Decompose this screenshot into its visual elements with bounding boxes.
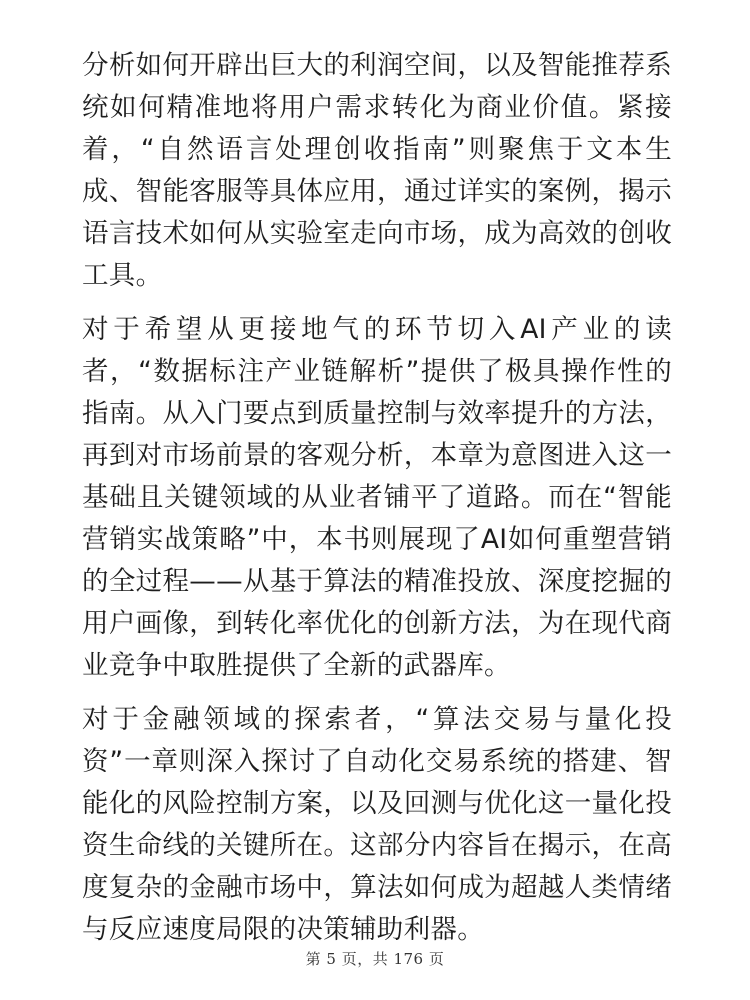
body-text [82,45,672,963]
paragraph-3: 对于金融领域的探索者，“算法交易与量化投资”一章则深入探讨了自动化交易系统的搭建、智能化的风险控制方案，以及回测与优化这一量化投资生命线的关键所在。这部分内容旨在揭示，在高度复杂的金融市场中，算法如何成为超越人类情绪与反应速度局限的决策辅助利器。 [82,704,672,945]
paragraph-1: 分析如何开辟出巨大的利润空间，以及智能推荐系统如何精准地将用户需求转化为商业价值。紧接着，“自然语言处理创收指南”则聚焦于文本生成、智能客服等具体应用，通过详实的案例，揭示语言技术如何从实验室走向市场，成为高效的创收工具。 [82,50,672,291]
page-number-footer: 第 5 页，共 176 页 [305,950,445,968]
paragraph-2: 对于希望从更接地气的环节切入AI产业的读者，“数据标注产业链解析”提供了极具操作性的指南。从入门要点到质量控制与效率提升的方法，再到对市场前景的客观分析，本章为意图进入这一基础且关键领域的从业者铺平了道路。而在“智能营销实战策略”中，本书则展现了AI如何重塑营销的全过程——从基于算法的精准投放、深度挖掘的用户画像，到转化率优化的创新方法，为在现代商业竞争中取胜提供了全新的武器库。 [82,314,673,681]
